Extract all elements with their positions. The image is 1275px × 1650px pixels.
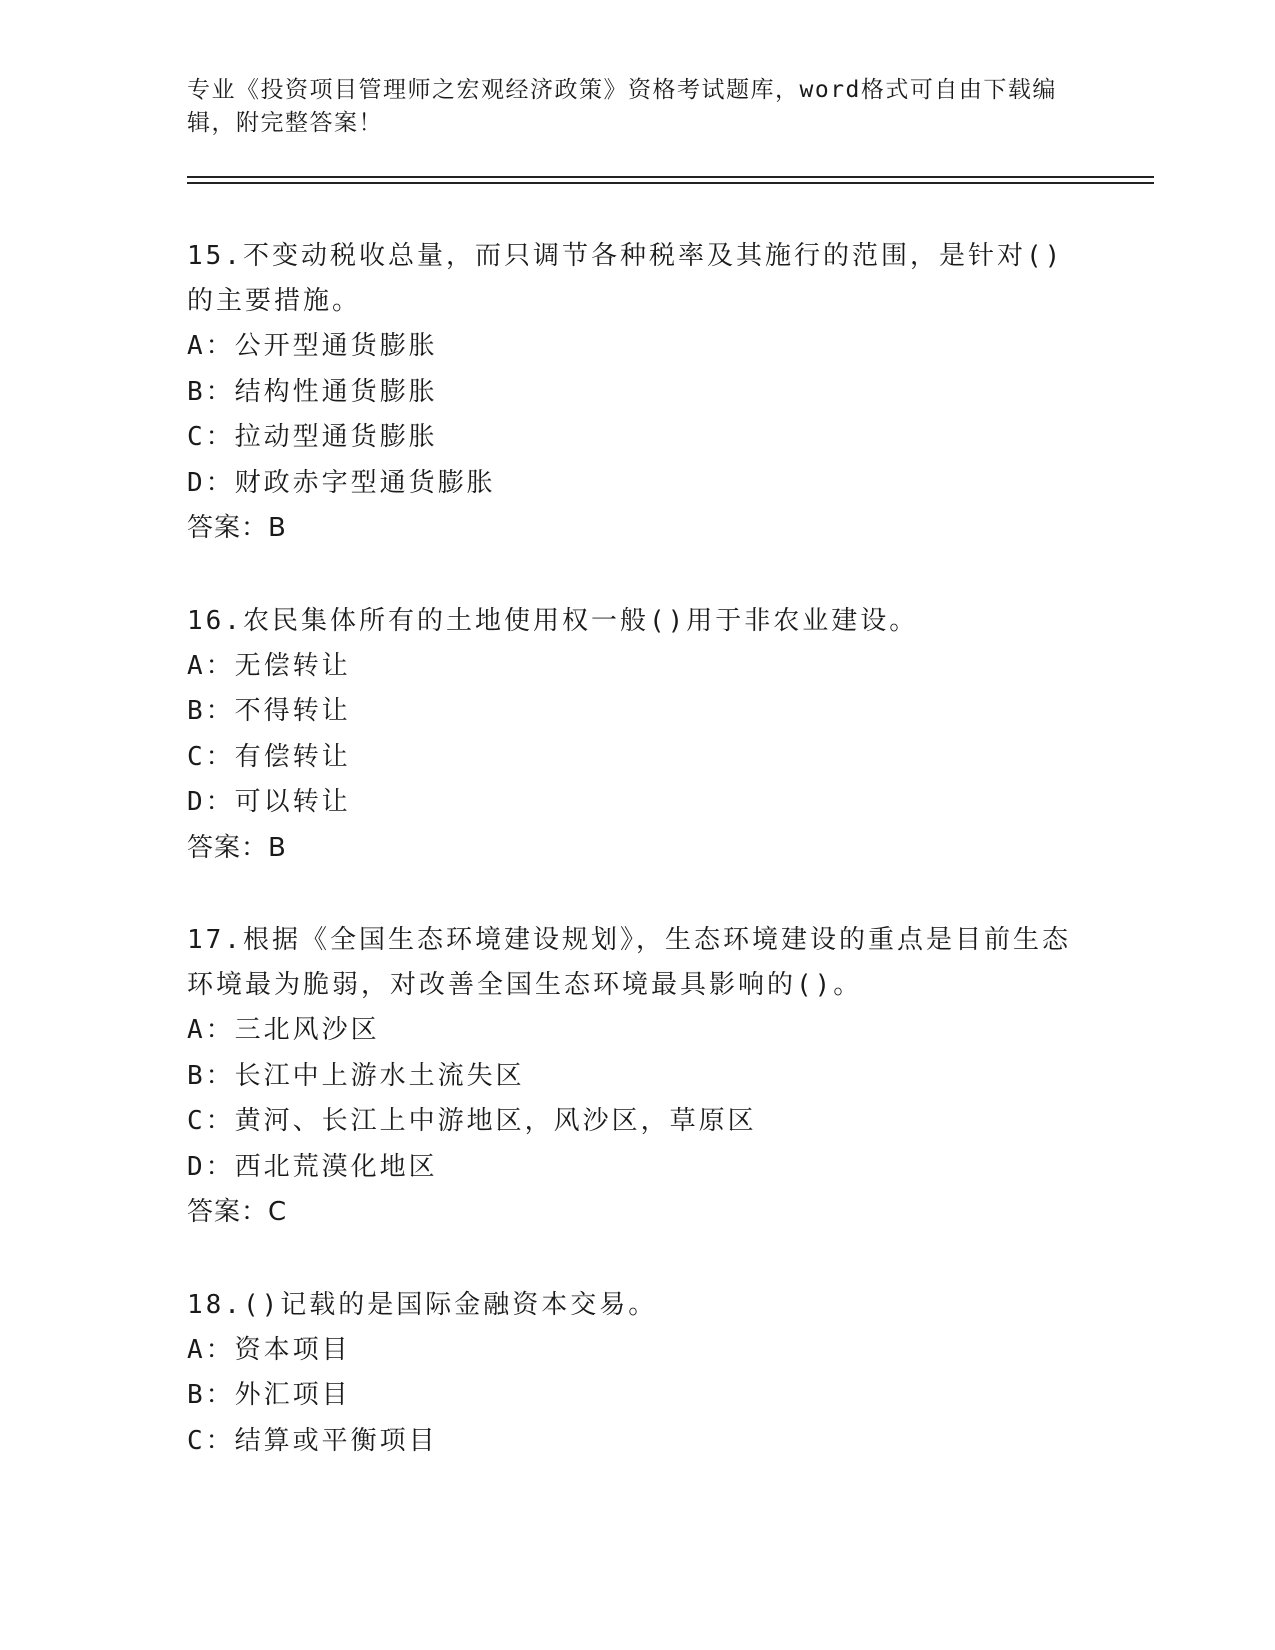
header-divider-top	[187, 176, 1154, 178]
option-c: C：结算或平衡项目	[187, 1425, 438, 1456]
option-b: B：长江中上游水土流失区	[187, 1060, 525, 1091]
option-c: C：拉动型通货膨胀	[187, 422, 438, 452]
question-stem: 16.农民集体所有的土地使用权一般()用于非农业建设。	[187, 605, 919, 636]
option-d: D：财政赤字型通货膨胀	[187, 467, 496, 498]
option-a: A：三北风沙区	[187, 1015, 380, 1045]
question-18	[187, 1283, 1087, 1465]
question-stem: 18.()记载的是国际金融资本交易。	[187, 1289, 658, 1320]
option-b: B：结构性通货膨胀	[187, 376, 438, 407]
answer-line: 答案：C	[187, 1197, 288, 1227]
option-a: A：资本项目	[187, 1334, 351, 1365]
question-stem: 17.根据《全国生态环境建设规划》，生态环境建设的重点是目前生态环境最为脆弱，对改善全国生态环境最具影响的()。	[187, 925, 1071, 1000]
question-list	[187, 234, 1087, 1511]
question-16	[187, 599, 1087, 872]
option-d: D：可以转让	[187, 787, 351, 817]
question-stem: 15.不变动税收总量，而只调节各种税率及其施行的范围，是针对()的主要措施。	[187, 241, 1064, 316]
option-a: A：无偿转让	[187, 650, 351, 681]
answer-line: 答案：B	[187, 832, 287, 863]
option-c: C：有偿转让	[187, 741, 351, 772]
question-17	[187, 918, 1087, 1236]
document-header	[187, 74, 1067, 140]
header-divider-bottom	[187, 182, 1154, 184]
option-b: B：外汇项目	[187, 1380, 351, 1410]
header-text: 专业《投资项目管理师之宏观经济政策》资格考试题库，word格式可自由下载编辑，附完整答案！	[187, 77, 1057, 136]
question-15	[187, 234, 1087, 552]
option-d: D：西北荒漠化地区	[187, 1151, 438, 1182]
answer-line: 答案：B	[187, 513, 287, 543]
option-a: A：公开型通货膨胀	[187, 331, 438, 361]
option-b: B：不得转让	[187, 696, 351, 726]
option-c: C：黄河、长江上中游地区，风沙区，草原区	[187, 1106, 757, 1136]
